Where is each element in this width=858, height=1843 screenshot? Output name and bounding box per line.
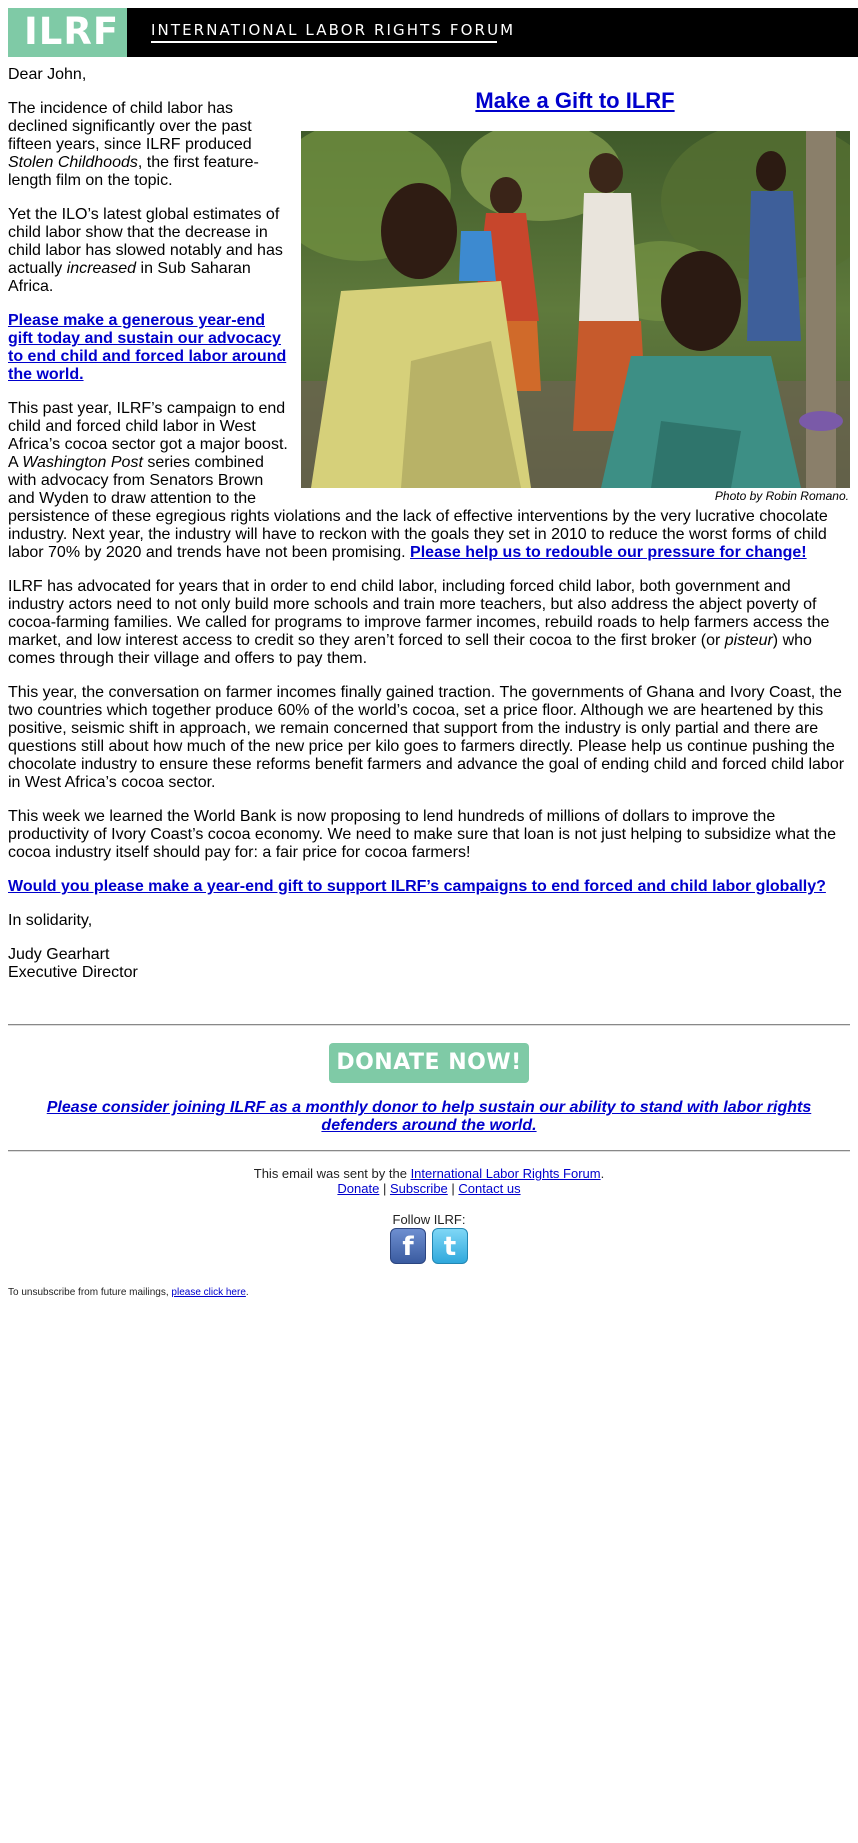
follow-label: Follow ILRF: <box>392 1212 466 1227</box>
donate-now-button[interactable]: DONATE NOW! <box>329 1043 529 1083</box>
sent-by-prefix: This email was sent by the <box>253 1166 411 1181</box>
unsub-prefix: To unsubscribe from future mailings, <box>8 1287 172 1298</box>
sent-by-suffix: . <box>600 1166 605 1181</box>
banner-underline <box>151 41 497 43</box>
footer-donate-link[interactable]: Donate <box>337 1181 380 1196</box>
p3-text-a: This past year, ILRF’s campaign to end child and forced child labor in West Africa’s cocoa sector got a major boost. A <box>8 400 288 471</box>
unsubscribe-line <box>8 1287 850 1299</box>
support-campaigns-link[interactable]: Would you please make a year-end gift to support ILRF’s campaigns to end forced and child labor globally? <box>8 878 826 895</box>
header-banner <box>8 8 858 57</box>
p1-film-title: Stolen Childhoods <box>8 154 138 171</box>
footer-links <box>8 1181 850 1196</box>
twitter-icon[interactable]: t <box>432 1228 468 1264</box>
photo-illustration <box>301 131 850 488</box>
org-link[interactable]: International Labor Rights Forum <box>410 1166 601 1181</box>
monthly-donor-link[interactable]: Please consider joining ILRF as a monthly donor to help sustain our ability to stand with labor rights defenders around the world. <box>46 1099 812 1134</box>
gift-sidebar <box>300 66 850 503</box>
children-photo <box>301 131 850 488</box>
paragraph-6: This week we learned the World Bank is now proposing to lend hundreds of millions of dollars to improve the productivity of Ivory Coast’s cocoa economy. We need to make sure that loan is not just helping to subsidize what the cocoa industry itself should pay for: a fair price for cocoa farmers! <box>8 808 836 861</box>
redouble-pressure-link[interactable]: Please help us to redouble our pressure for change! <box>410 544 807 561</box>
logo-text: ILRF <box>24 10 120 53</box>
footer-area <box>8 1024 850 1299</box>
p2-text-b: in Sub Saharan Africa. <box>8 260 251 295</box>
ilrf-logo[interactable] <box>8 8 127 57</box>
paragraph-5: This year, the conversation on farmer incomes finally gained traction. The governments of Ghana and Ivory Coast, the two countries which together produce 60% of the world’s cocoa, set a price floor. Although we are heartened by this positive, seismic shift in approach, we remain concerned that support from the industry is only partial and there are questions still about how much of the new price per kilo goes to farmers directly. Please help us continue pushing the chocolate industry to ensure these reforms benefit farmers and advance the goal of ending child and forced child labor in West Africa’s cocoa sector. <box>8 684 845 791</box>
greeting: Dear John, <box>8 66 87 83</box>
p1-text-b: , the first feature-length film on the topic. <box>8 154 259 189</box>
p4-term: pisteur <box>724 632 773 649</box>
letter-body <box>8 66 850 998</box>
p3-text-b: series combined with advocacy from Senators Brown and Wyden to draw attention to the persistence of these egregious rights violations and the lack of effective interventions by the very lucrative chocolate industry. Next year, the industry will have to reckon with the goals they set in 2010 to reduce the worst forms of child labor 70% by 2020 and trends have not been promising. <box>8 454 828 561</box>
unsubscribe-link[interactable]: please click here <box>171 1287 246 1298</box>
footer-separator: | <box>382 1181 387 1196</box>
signature <box>8 946 850 982</box>
year-end-gift-link[interactable]: Please make a generous year-end gift today and sustain our advocacy to end child and forced labor around the world. <box>8 312 287 383</box>
p1-text-a: The incidence of child labor has declined significantly over the past fifteen years, since ILRF produced <box>8 100 252 153</box>
divider-top <box>8 1024 850 1026</box>
facebook-icon[interactable]: f <box>390 1228 426 1264</box>
p4-text-a: ILRF has advocated for years that in order to end child labor, including forced child labor, both government and industry actors need to not only build more schools and train more teachers, but also address the abject poverty of cocoa-farming families. We called for programs to improve farmer incomes, rebuild roads to help farmers access the market, and low interest access to credit so they aren’t forced to sell their cocoa to the first broker (or <box>8 578 830 649</box>
paragraph-4 <box>8 578 850 668</box>
footer-contact-link[interactable]: Contact us <box>458 1181 521 1196</box>
p2-text-a: Yet the ILO’s latest global estimates of child labor show that the decrease in child labor has slowed notably and has actually <box>8 206 283 277</box>
divider-bottom <box>8 1150 850 1152</box>
p2-emphasis: increased <box>66 260 137 277</box>
signer-title: Executive Director <box>8 964 138 981</box>
footer-subscribe-link[interactable]: Subscribe <box>389 1181 448 1196</box>
photo-caption: Photo by Robin Romano. <box>714 489 849 503</box>
footer-separator: | <box>451 1181 455 1196</box>
email-footer <box>8 1166 850 1264</box>
closing: In solidarity, <box>8 912 93 929</box>
p4-text-b: ) who comes through their village and offers to pay them. <box>8 632 812 667</box>
donate-wrap <box>8 1043 850 1083</box>
signer-name: Judy Gearhart <box>8 946 110 963</box>
banner-title: INTERNATIONAL LABOR RIGHTS FORUM <box>151 21 516 39</box>
unsub-suffix: . <box>245 1287 249 1298</box>
paragraph-ask-2 <box>8 878 850 896</box>
p3-publication: Washington Post <box>22 454 143 471</box>
social-icons <box>8 1228 850 1264</box>
make-gift-link[interactable]: Make a Gift to ILRF <box>475 88 675 113</box>
sent-by-line <box>8 1166 850 1181</box>
